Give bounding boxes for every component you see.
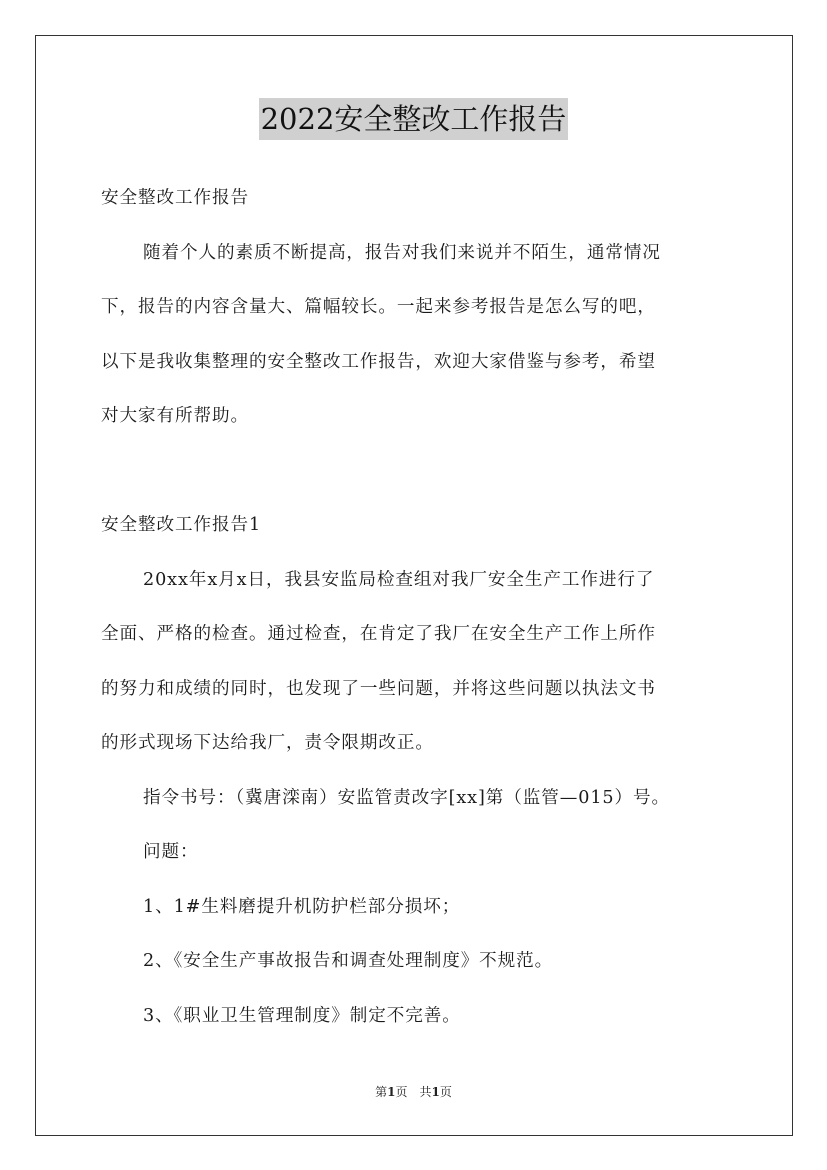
intro-paragraph-line: 下，报告的内容含量大、篇幅较长。一起来参考报告是怎么写的吧， — [101, 297, 656, 317]
issue-item: 3、《职业卫生管理制度》制定不完善。 — [143, 1005, 461, 1026]
page-total: 1 — [431, 1085, 440, 1099]
section-heading: 安全整改工作报告1 — [101, 515, 262, 535]
issue-item: 2、《安全生产事故报告和调查处理制度》不规范。 — [143, 951, 554, 971]
body-paragraph-line: 20xx年x月x日，我县安监局检查组对我厂安全生产工作进行了 — [143, 569, 655, 590]
document-body — [101, 171, 727, 1043]
intro-paragraph-line: 以下是我收集整理的安全整改工作报告，欢迎大家借鉴与参考，希望 — [101, 351, 656, 372]
body-paragraph-line: 的形式现场下达给我厂，责令限期改正。 — [101, 733, 434, 753]
issue-item: 1、1#生料磨提升机防护栏部分损坏； — [143, 896, 461, 917]
page-prefix: 第 — [375, 1085, 388, 1099]
page-footer — [0, 1083, 827, 1101]
directive-number: 指令书号：（冀唐滦南）安监管责改字[xx]第（监管—015）号。 — [143, 787, 670, 808]
page-suffix: 页 — [439, 1085, 452, 1099]
page-mid: 页 共 — [395, 1085, 432, 1099]
document-title: 2022安全整改工作报告 — [259, 98, 569, 140]
body-paragraph-line: 全面、严格的检查。通过检查，在肯定了我厂在安全生产工作上所作 — [101, 624, 656, 644]
page-current: 1 — [387, 1085, 396, 1099]
body-paragraph-line: 的努力和成绩的同时，也发现了一些问题，并将这些问题以执法文书 — [101, 678, 656, 699]
section-spacer — [101, 444, 727, 499]
intro-paragraph-line: 随着个人的素质不断提高，报告对我们来说并不陌生，通常情况 — [143, 242, 661, 263]
intro-heading: 安全整改工作报告 — [101, 188, 249, 208]
document-title-wrap — [0, 98, 827, 140]
intro-paragraph-line: 对大家有所帮助。 — [101, 406, 249, 426]
issues-label: 问题： — [143, 842, 199, 862]
